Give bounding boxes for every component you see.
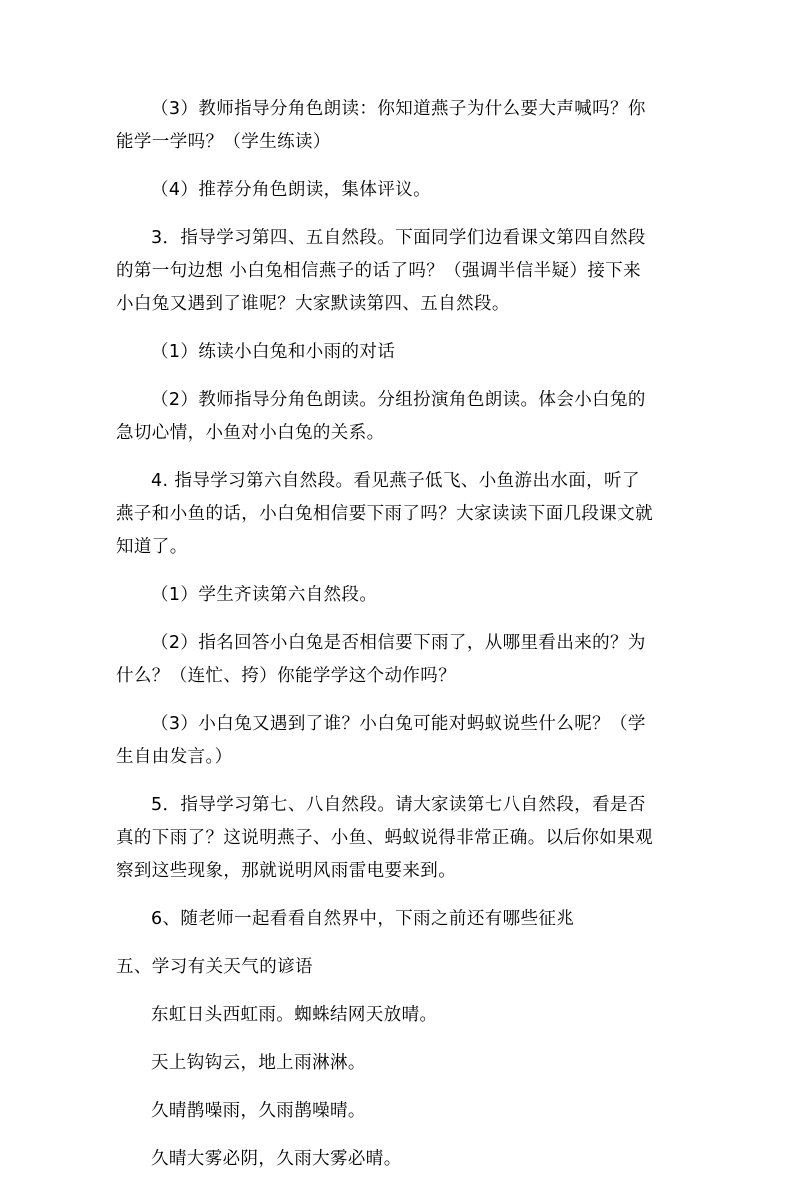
text-line: （2）指名回答小白兔是否相信要下雨了，从哪里看出来的？为 xyxy=(151,633,646,653)
text-line: （3）教师指导分角色朗读：你知道燕子为什么要大声喊吗？你 xyxy=(151,99,646,119)
paragraph-recommend-reading xyxy=(116,174,682,207)
text-line: （4）推荐分角色朗读，集体评议。 xyxy=(151,180,432,200)
section-heading-proverbs xyxy=(116,951,682,984)
text-line: 察到这些现象，那就说明风雨雷电要来到。 xyxy=(116,861,457,881)
proverb-3 xyxy=(116,1095,682,1128)
paragraph-step-3 xyxy=(116,222,682,321)
paragraph-step-4 xyxy=(116,465,682,564)
text-line: （3）小白兔又遇到了谁？小白兔可能对蚂蚁说些什么呢？（学 xyxy=(151,714,646,734)
paragraph-step-3-1 xyxy=(116,336,682,369)
paragraph-step-4-3 xyxy=(116,708,682,774)
text-line: 什么？（连忙、挎）你能学学这个动作吗？ xyxy=(116,666,457,686)
text-line: 久晴大雾必阴，久雨大雾必晴。 xyxy=(151,1149,402,1169)
paragraph-step-5 xyxy=(116,789,682,888)
paragraph-step-3-2 xyxy=(116,384,682,450)
text-line: 6、随老师一起看看自然界中，下雨之前还有哪些征兆 xyxy=(151,909,575,929)
text-line: 能学一学吗？（学生练读） xyxy=(116,132,331,152)
text-line: 久晴鹊噪雨，久雨鹊噪晴。 xyxy=(151,1101,366,1121)
text-line: 真的下雨了？这说明燕子、小鱼、蚂蚁说得非常正确。以后你如果观 xyxy=(116,828,653,848)
proverb-4 xyxy=(116,1143,682,1176)
text-line: 的第一句边想 小白兔相信燕子的话了吗？（强调半信半疑）接下来 xyxy=(116,261,642,281)
text-line: 生自由发言。） xyxy=(116,747,233,767)
text-line: 东虹日头西虹雨。蜘蛛结网天放晴。 xyxy=(151,1005,438,1025)
text-line: 5．指导学习第七、八自然段。请大家读第七八自然段，看是否 xyxy=(151,795,646,815)
text-line: （1）练读小白兔和小雨的对话 xyxy=(151,342,396,362)
proverb-2 xyxy=(116,1047,682,1080)
text-line: 天上钩钩云，地上雨淋淋。 xyxy=(151,1053,366,1073)
text-line: 燕子和小鱼的话，小白兔相信要下雨了吗？大家读读下面几段课文就 xyxy=(116,504,653,524)
text-line: （2）教师指导分角色朗读。分组扮演角色朗读。体会小白兔的 xyxy=(151,390,646,410)
text-line: 五、学习有关天气的谚语 xyxy=(116,957,313,977)
text-line: 4. 指导学习第六自然段。看见燕子低飞、小鱼游出水面，听了 xyxy=(151,471,640,491)
text-line: 3．指导学习第四、五自然段。下面同学们边看课文第四自然段 xyxy=(151,228,646,248)
paragraph-step-4-2 xyxy=(116,627,682,693)
text-line: 知道了。 xyxy=(116,537,188,557)
paragraph-role-reading-swallow xyxy=(116,93,682,159)
text-line: 急切心情，小鱼对小白兔的关系。 xyxy=(116,423,385,443)
text-line: （1）学生齐读第六自然段。 xyxy=(151,585,378,605)
document-body xyxy=(116,93,682,1191)
paragraph-step-6 xyxy=(116,903,682,936)
paragraph-step-4-1 xyxy=(116,579,682,612)
text-line: 小白兔又遇到了谁呢？大家默读第四、五自然段。 xyxy=(116,294,510,314)
proverb-1 xyxy=(116,999,682,1032)
